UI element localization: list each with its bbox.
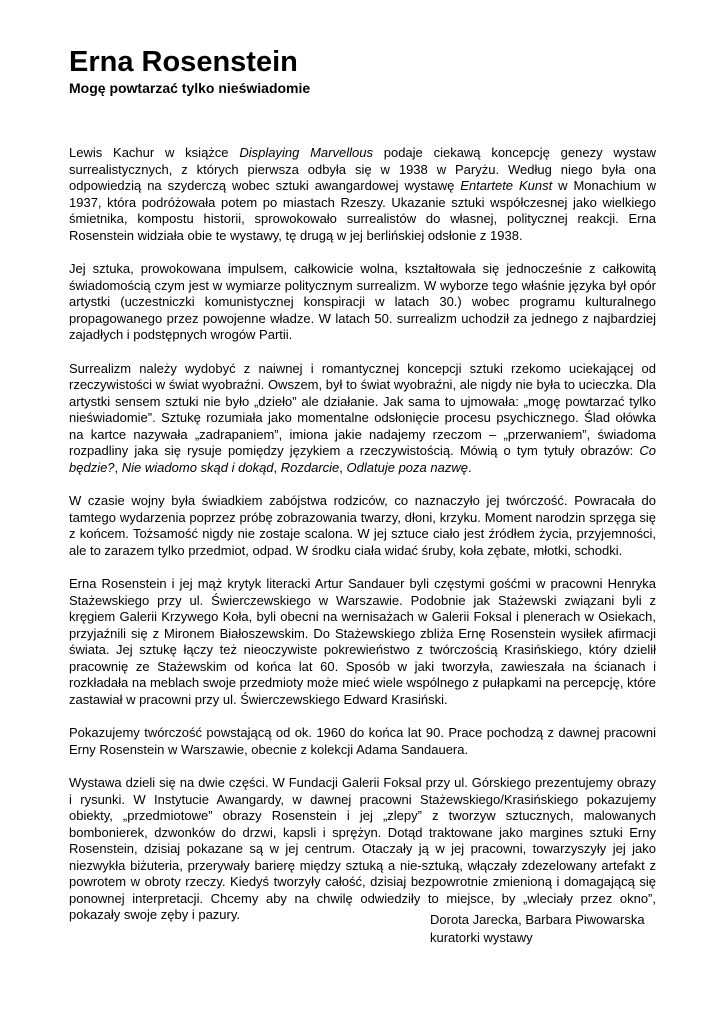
paragraph-text: Erna Rosenstein i jej mąż krytyk literacki Artur Sandauer byli częstymi gośćmi w pracowni Henryka Stażewskiego przy ul. Świerczewskiego w Warszawie. Podobnie jak Stażewski związani byli z kręgiem Galerii Krzywego Koła, byli obecni na wernisażach w Galerii Foksal i plenerach w Osiekach, przyjaźnili się z Mironem Białoszewskim. Do Stażewskiego zbliża Ernę Rosenstein wysiłek afirmacji świata. Jej sztukę łączy też nieoczywiste pokrewieństwo z twórczością Krasińskiego, który dzielił pracownię ze Stażewskim od końca lat 60. Sposób w jaki tworzyła, zawieszała na ścianach i rozkładała na meblach swoje przedmioty może mieć wiele wspólnego z pułapkami na percepcję, które zastawiał w pracowni przy ul. Świerczewskiego Edward Krasiński.	[69, 576, 656, 707]
document-title: Erna Rosenstein	[69, 46, 298, 78]
paragraph-text: ,	[114, 459, 122, 475]
paragraph-text: Pokazujemy twórczość powstającą od ok. 1960 do końca lat 90. Prace pochodzą z dawnej pracowni Erny Rosenstein w Warszawie, obecnie z kolekcji Adama Sandauera.	[69, 725, 656, 757]
italic-title-text: Entartete Kunst	[460, 178, 553, 193]
paragraph-text: W czasie wojny była świadkiem zabójstwa rodziców, co naznaczyło jej twórczość. Powracała do tamtego wydarzenia poprzez próbę zobrazowania twarzy, dłoni, krzyku. Moment narodzin sprzęga się z końcem. Tożsamość nigdy nie zostaje scalona. W jej sztuce ciało jest źródłem życia, przyjemności, ale to zarazem tylko przedmiot, odpad. W środku ciała widać śruby, koła zębate, młotki, schodki.	[69, 493, 656, 558]
paragraph-5	[69, 576, 656, 708]
paragraph-text: Surrealizm należy wydobyć z naiwnej i romantycznej koncepcji sztuki rzekomo uciekającej od rzeczywistości w świat wyobraźni. Owszem, był to świat wyobraźni, ale nigdy nie była to ucieczka. Dla artystki sensem sztuki nie było „dzieło” ale działanie. Jak sama to ujmowała: „mogę powtarzać tylko nieświadomie”. Sztukę rozumiała jako momentalne odsłonięcie procesu psychicznego. Ślad ołówka na kartce nazywała „zadrapaniem”, imiona jakie nadajemy rzeczom – „przerwaniem”, świadoma rozpadliny jaka się rysuje pomiędzy językiem a rzeczywistością. Mówią o tym tytuły obrazów:	[69, 360, 656, 458]
document-subtitle: Mogę powtarzać tylko nieświadomie	[69, 80, 311, 96]
paragraph-text: Lewis Kachur w książce	[69, 145, 240, 160]
paragraph-7	[69, 775, 656, 924]
paragraph-3	[69, 361, 656, 477]
signature-role: kuratorki wystawy	[430, 930, 533, 945]
italic-title-text: Nie wiadomo skąd i dokąd	[121, 459, 274, 475]
document-page	[69, 45, 656, 924]
paragraph-text: podaje ciekawą koncepcję genezy wystaw surrealistycznych, z których pierwsza odbyła się w 1938 w Paryżu. Według niego była ona odpowiedzią na szyderczą wobec sztuki awangardowej wystawę	[69, 145, 656, 193]
paragraph-text: Wystawa dzieli się na dwie części. W Fundacji Galerii Foksal przy ul. Górskiego prezentujemy obrazy i rysunki. W Instytucie Awangardy, w dawnej pracowni Stażewskiego/Krasińskiego pokazujemy obiekty, „przedmiotowe” obrazy Rosenstein i jej „zlepy” z tworzyw sztucznych, malowanych bombonierek, dzwonków do drzwi, kapsli i sprężyn. Dotąd traktowane jako margines sztuki Erny Rosenstein, dzisiaj pokazane są w jej centrum. Otaczały ją w jej pracowni, towarzyszyły jej jako niezwykła biżuteria, przerywały barierę między sztuką a nie-sztuką, włączały zdezelowany artefakt z powrotem w obroty rzeczy. Kiedyś tworzyły całość, dzisiaj bezpowrotnie zmienioną i domagającą się ponownej interpretacji. Chcemy aby na chwilę odwiedziły to miejsce, by „wleciały przez okno”, pokazały swoje zęby i pazury.	[69, 775, 656, 922]
paragraph-4	[69, 493, 656, 559]
paragraph-6	[69, 725, 656, 758]
paragraph-2	[69, 261, 656, 344]
paragraph-text: .	[467, 459, 472, 475]
signature-block	[430, 911, 645, 947]
paragraph-text: ,	[339, 459, 347, 475]
italic-title-text: Displaying Marvellous	[239, 145, 373, 160]
italic-title-text: Odlatuje poza nazwę	[346, 459, 468, 475]
italic-title-text: Rozdarcie	[280, 459, 340, 475]
italic-title-text: Co będzie?	[69, 443, 656, 475]
document-body	[69, 145, 656, 924]
paragraph-text: w Monachium w 1937, która podróżowała potem po miastach Rzeszy. Ukazanie sztuki współczesnej jako wielkiego śmietnika, kompostu historii, sprowokowało surrealistów do własnej, politycznej reakcji. Erna Rosenstein widziała obie te wystawy, tę drugą w jej berlińskiej odsłonie z 1938.	[69, 178, 656, 243]
paragraph-text: ,	[273, 459, 281, 475]
signature-authors: Dorota Jarecka, Barbara Piwowarska	[430, 912, 645, 927]
paragraph-text: Jej sztuka, prowokowana impulsem, całkowicie wolna, kształtowała się jednocześnie z całkowitą świadomością czym jest w wymiarze politycznym surrealizm. W wyborze tego właśnie języka był opór artystki (uczestniczki komunistycznej konspiracji w latach 30.) wobec programu kulturalnego propagowanego przez powojenne władze. W latach 50. surrealizm uchodził za jednego z najbardziej zajadłych i podstępnych wrogów Partii.	[69, 261, 656, 342]
paragraph-1	[69, 145, 656, 244]
